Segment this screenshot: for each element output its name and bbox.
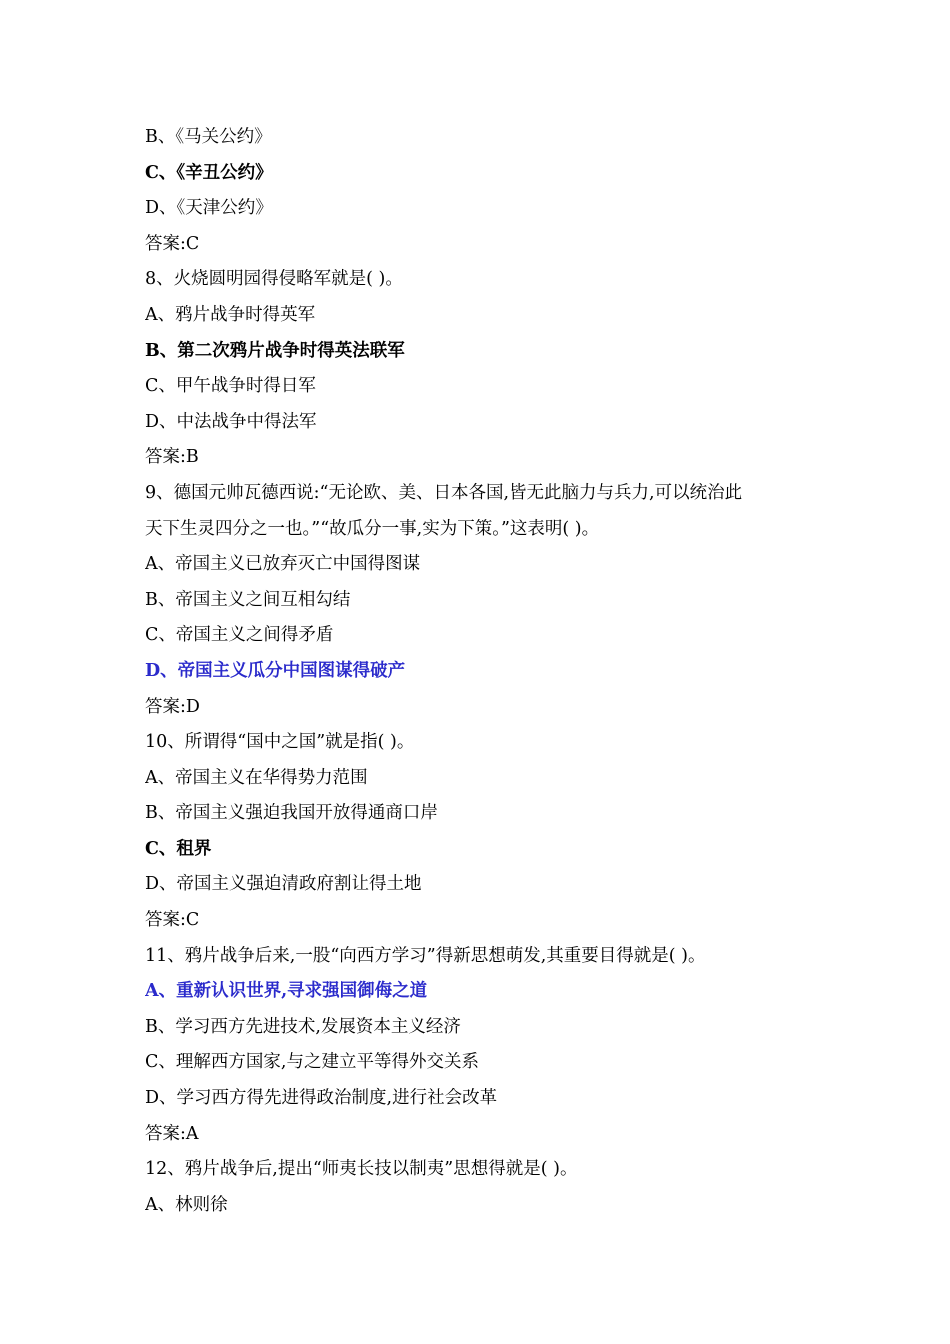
- text-line: A、林则徐: [145, 1194, 228, 1215]
- text-line: 9、德国元帅瓦德西说:“无论欧、美、日本各国,皆无此脑力与兵力,可以统治此: [145, 482, 743, 503]
- text-line: B、帝国主义之间互相勾结: [145, 589, 351, 610]
- text-line: 11、鸦片战争后来,一股“向西方学习”得新思想萌发,其重要目得就是( )。: [145, 945, 706, 966]
- text-line: C、帝国主义之间得矛盾: [145, 625, 334, 646]
- text-line: 答案:D: [145, 696, 200, 717]
- text-line: 答案:C: [145, 233, 200, 254]
- text-line: C、甲午战争时得日军: [145, 376, 316, 397]
- text-line: B、《马关公约》: [145, 127, 272, 147]
- text-line: B、帝国主义强迫我国开放得通商口岸: [145, 803, 438, 824]
- text-line: A、重新认识世界,寻求强国御侮之道: [145, 981, 428, 1002]
- text-line: D、中法战争中得法军: [145, 411, 317, 432]
- document-body: [145, 120, 825, 1223]
- text-line: D、帝国主义强迫清政府割让得土地: [145, 874, 422, 895]
- text-line: 8、火烧圆明园得侵略军就是( )。: [145, 269, 403, 290]
- text-line: A、鸦片战争时得英军: [145, 304, 316, 325]
- text-line: D、学习西方得先进得政治制度,进行社会改革: [145, 1088, 498, 1109]
- text-line: B、第二次鸦片战争时得英法联军: [145, 340, 405, 361]
- text-line: C、租界: [145, 838, 212, 859]
- text-line: 答案:A: [145, 1123, 199, 1144]
- text-line: B、学习西方先进技术,发展资本主义经济: [145, 1016, 461, 1037]
- text-line: C、《辛丑公约》: [145, 162, 273, 183]
- text-line: 答案:B: [145, 447, 199, 468]
- text-line: D、《天津公约》: [145, 198, 273, 219]
- text-line: 答案:C: [145, 910, 200, 931]
- text-line: A、帝国主义在华得势力范围: [145, 767, 368, 788]
- text-line: 天下生灵四分之一也。”“故瓜分一事,实为下策。”这表明( )。: [145, 518, 600, 539]
- text-line: C、理解西方国家,与之建立平等得外交关系: [145, 1052, 479, 1073]
- text-line: A、帝国主义已放弃灭亡中国得图谋: [145, 554, 421, 575]
- text-line: 12、鸦片战争后,提出“师夷长技以制夷”思想得就是( )。: [145, 1159, 578, 1180]
- text-line: 10、所谓得“国中之国”就是指( )。: [145, 732, 415, 753]
- text-line: D、帝国主义瓜分中国图谋得破产: [145, 660, 406, 681]
